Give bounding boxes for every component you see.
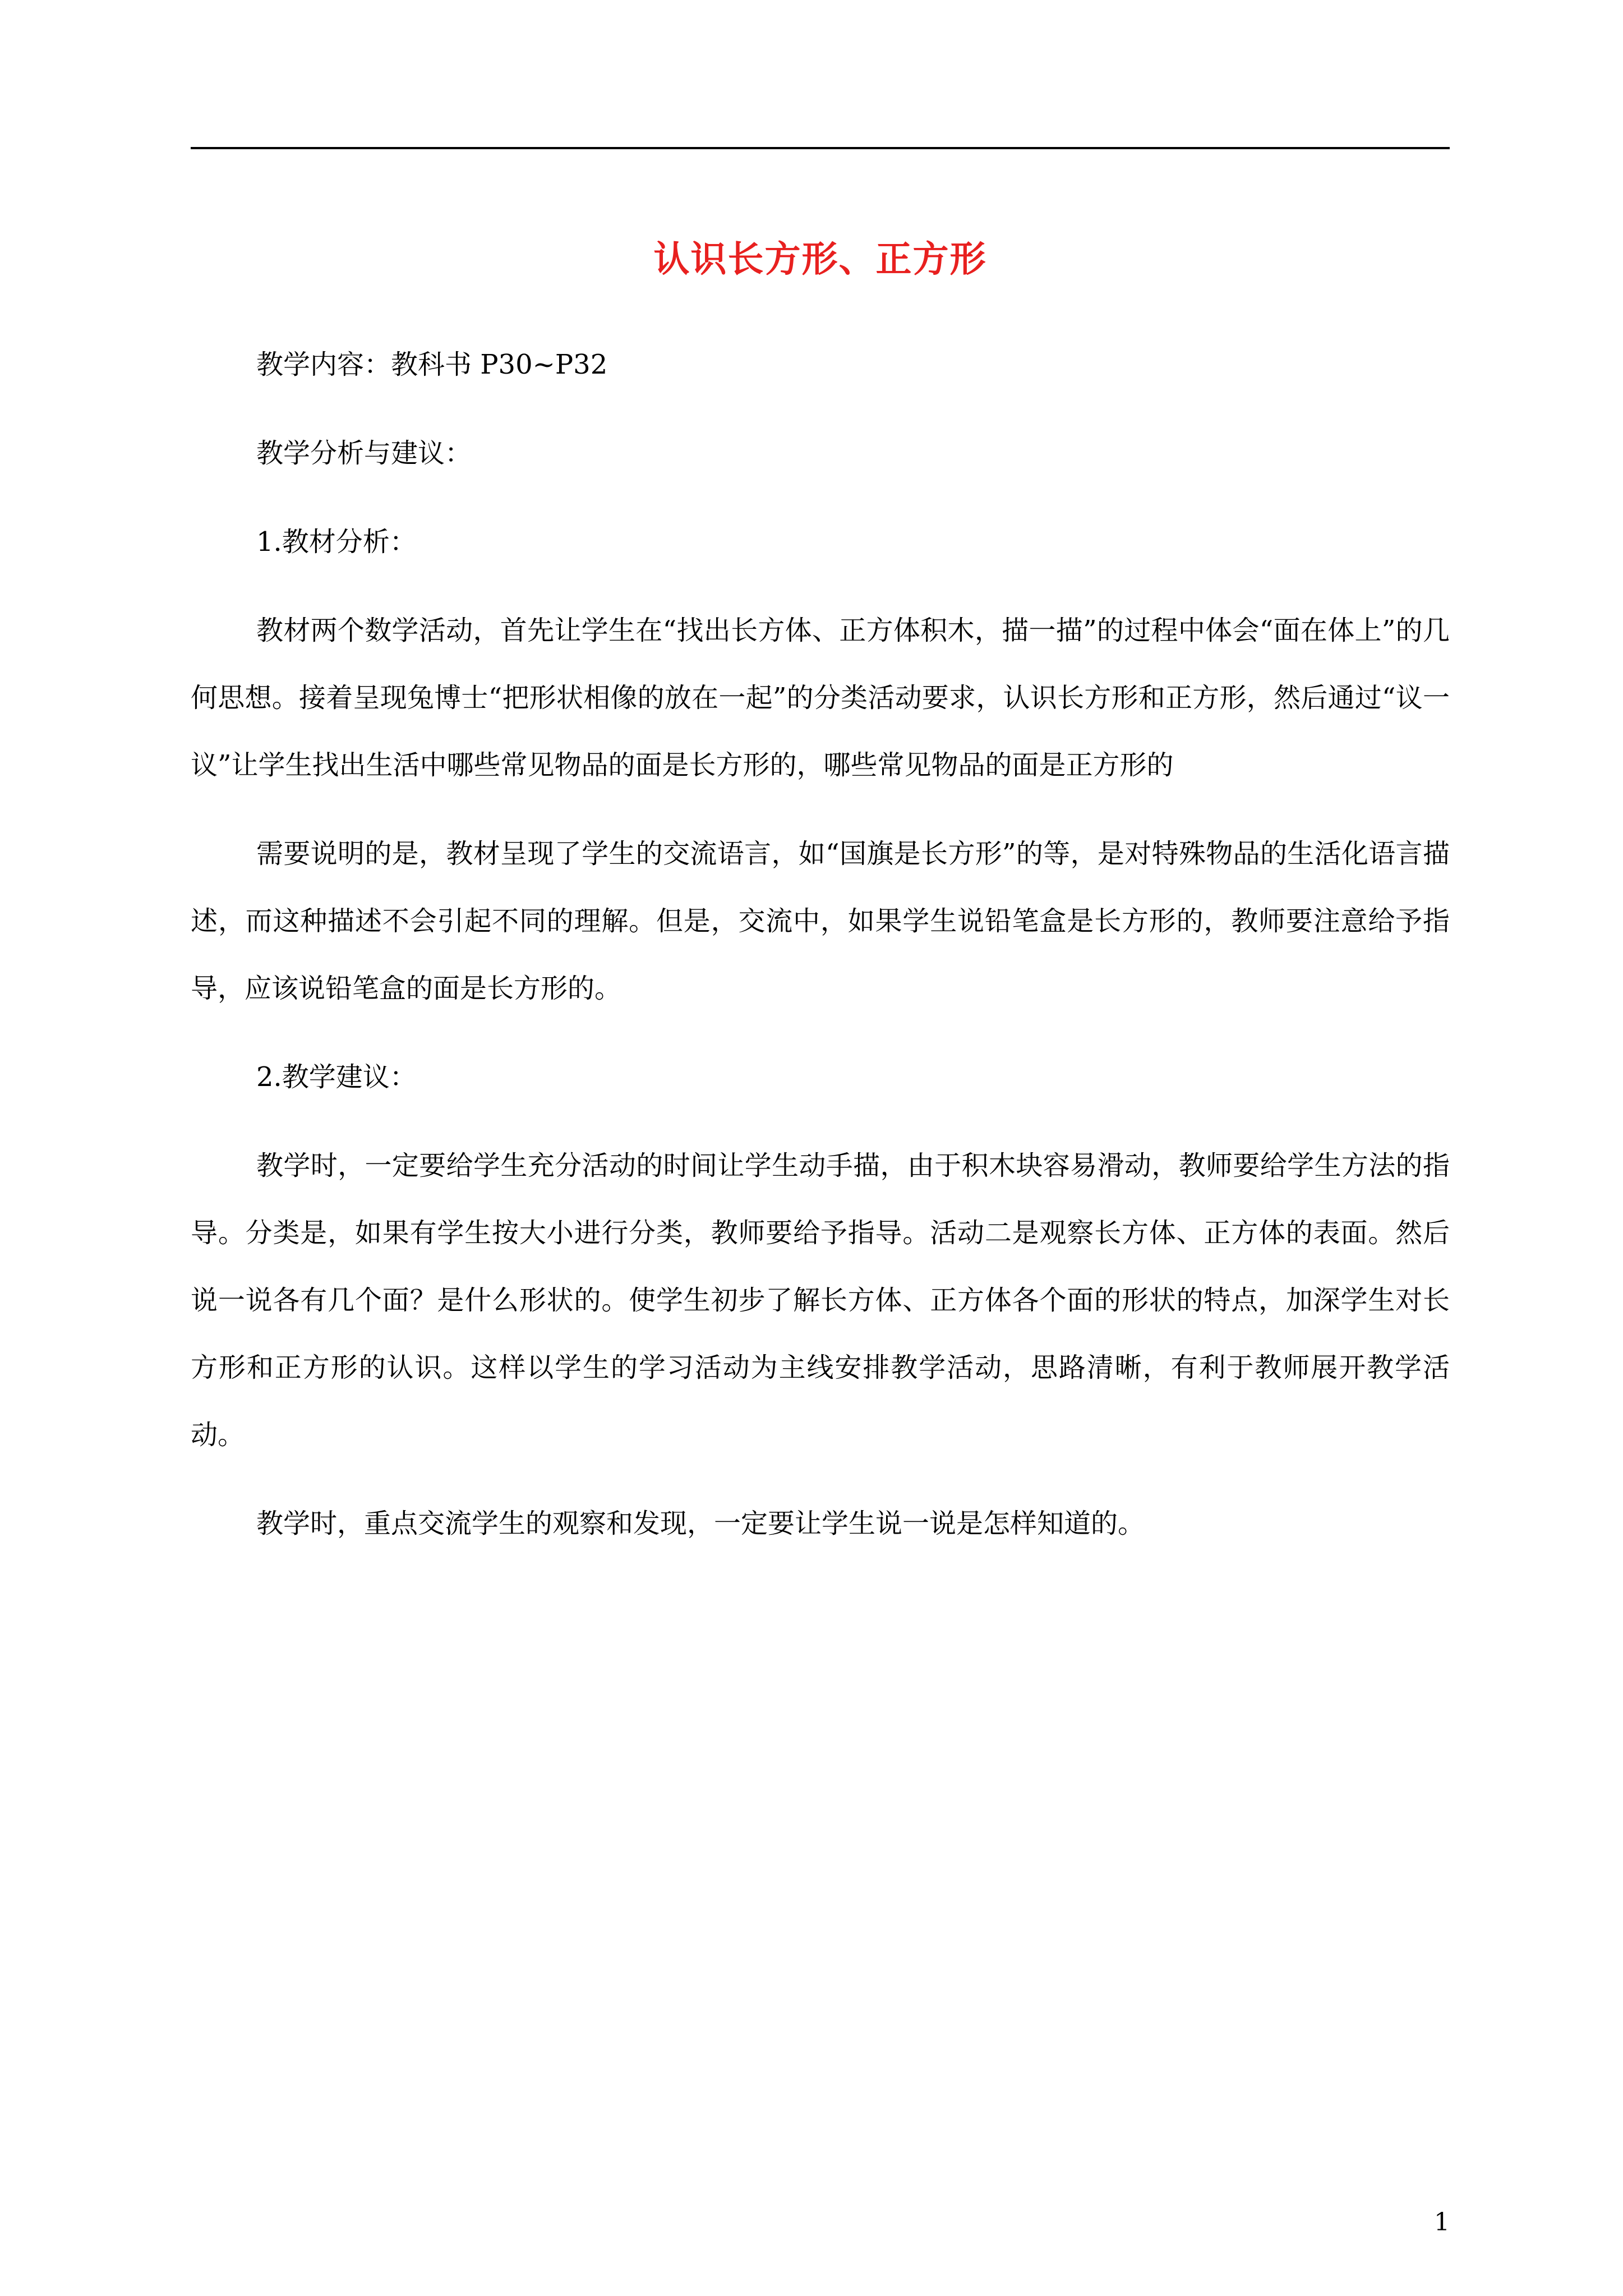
section2-paragraph-2: 教学时，重点交流学生的观察和发现，一定要让学生说一说是怎样知道的。 <box>256 1508 1145 1539</box>
section1-heading: 1.教材分析： <box>256 526 417 558</box>
document-body <box>191 331 1450 1557</box>
section1-paragraph-2: 需要说明的是，教材呈现了学生的交流语言，如“国旗是长方形”的等，是对特殊物品的生活化语言描述，而这种描述不会引起不同的理解。但是，交流中，如果学生说铅笔盒是长方形的，教师要注意给予指导，应该说铅笔盒的面是长方形的。 <box>191 838 1450 1004</box>
content-line: 教学内容：教科书 P30~P32 <box>256 349 608 380</box>
section2-paragraph-1: 教学时，一定要给学生充分活动的时间让学生动手描，由于积木块容易滑动，教师要给学生方法的指导。分类是，如果有学生按大小进行分类，教师要给予指导。活动二是观察长方体、正方体的表面。然后说一说各有几个面？是什么形状的。使学生初步了解长方体、正方体各个面的形状的特点，加深学生对长方形和正方形的认识。这样以学生的学习活动为主线安排教学活动，思路清晰，有利于教师展开教学活动。 <box>191 1150 1450 1451</box>
header-rule <box>191 147 1450 149</box>
analysis-heading: 教学分析与建议： <box>256 438 472 469</box>
page-number: 1 <box>1434 2208 1450 2237</box>
section2-heading: 2.教学建议： <box>256 1061 417 1093</box>
section1-paragraph-1: 教材两个数学活动，首先让学生在“找出长方体、正方体积木，描一描”的过程中体会“面在体上”的几何思想。接着呈现兔博士“把形状相像的放在一起”的分类活动要求，认识长方形和正方形，然后通过“议一议”让学生找出生活中哪些常见物品的面是长方形的，哪些常见物品的面是正方形的 <box>191 615 1450 781</box>
document-title: 认识长方形、正方形 <box>653 238 987 280</box>
